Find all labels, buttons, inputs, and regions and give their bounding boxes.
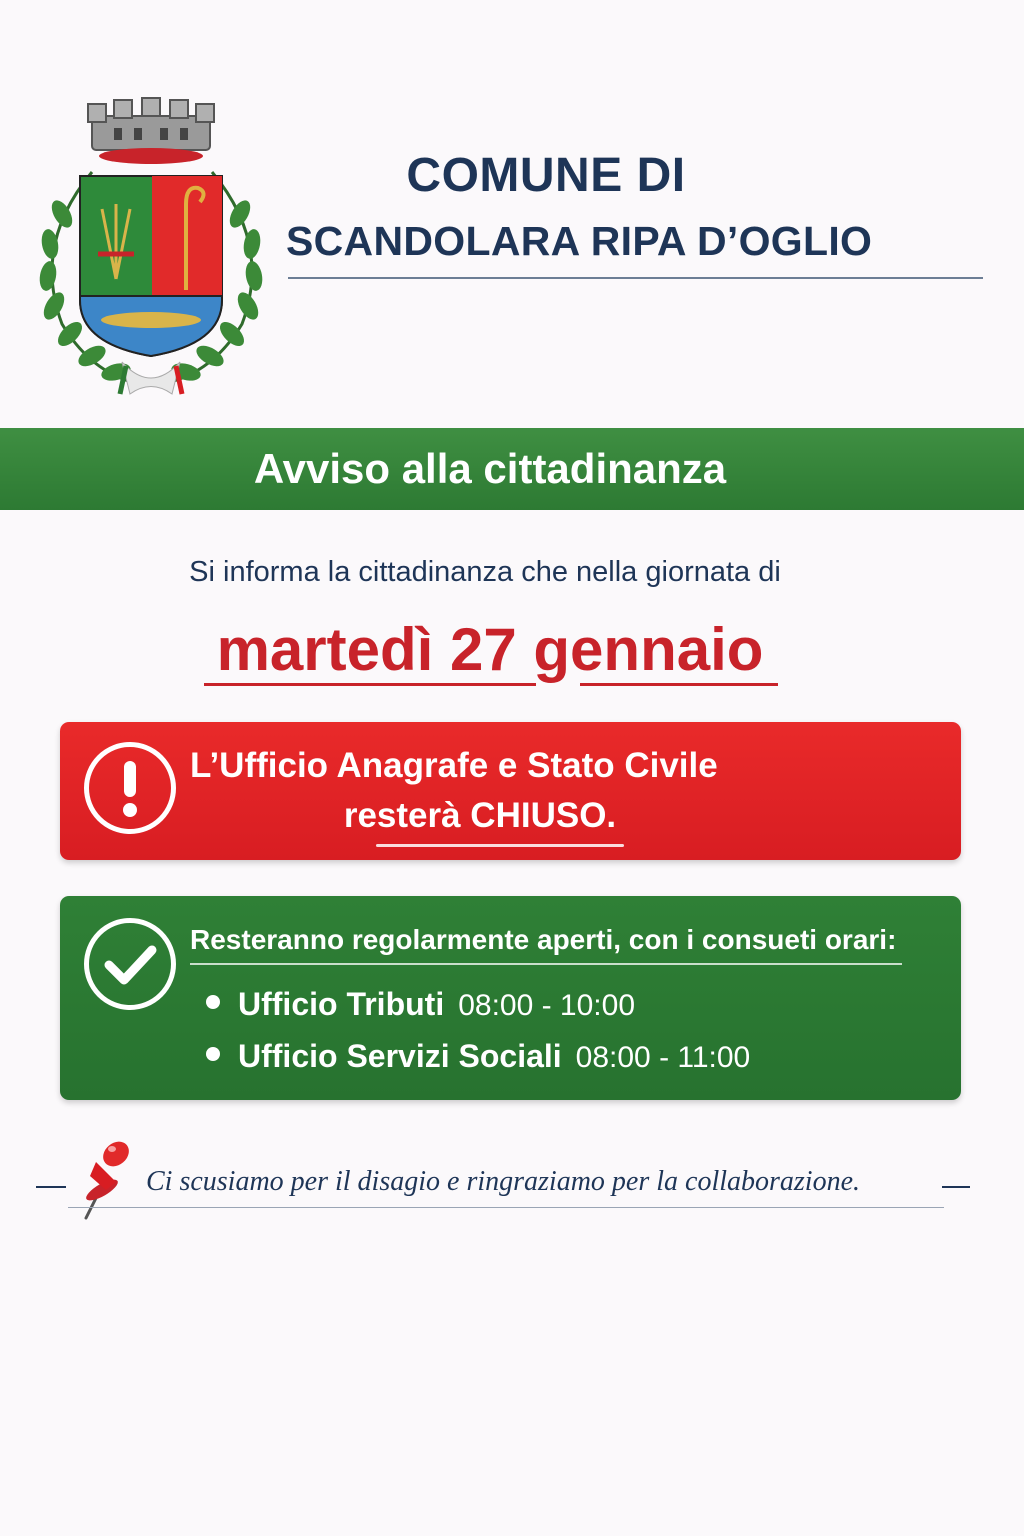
title-divider [288,277,983,279]
municipality-name: SCANDOLARA RIPA D’OGLIO [286,218,873,264]
closed-office-name: L’Ufficio Anagrafe e Stato Civile [190,746,718,785]
notice-banner-title: Avviso alla cittadinanza [253,445,727,492]
exclamation-icon [84,742,176,834]
bullet-icon [206,1047,220,1061]
office-name: Ufficio Servizi Sociali [238,1038,562,1074]
closure-date: martedì 27 gennaio [216,616,764,683]
date-underline-right [580,683,778,686]
office-hours: 08:00 - 10:00 [458,989,636,1022]
closed-office-status: resterà CHIUSO. [343,796,617,835]
footer-message: Ci scusiamo per il disagio e ringraziamo per la collaborazione. [146,1166,860,1197]
open-heading-divider [190,963,902,965]
footer-dash-left [36,1186,66,1188]
check-icon [84,918,176,1010]
list-item [206,1038,926,1075]
intro-text: Si informa la cittadinanza che nella giornata di [189,556,781,588]
page-title: COMUNE DI [406,149,686,202]
closed-status-underline [376,844,624,847]
date-underline-left [204,683,536,686]
municipal-crest-icon [22,94,280,406]
bullet-icon [206,995,220,1009]
list-item [206,986,926,1023]
footer-dash-right [942,1186,970,1188]
closed-office-box [60,722,961,860]
office-name: Ufficio Tributi [238,986,445,1022]
office-hours: 08:00 - 11:00 [575,1041,751,1074]
footer-divider [68,1207,944,1208]
open-offices-heading: Resteranno regolarmente aperti, con i consueti orari: [190,924,897,955]
pushpin-icon [76,1132,140,1222]
